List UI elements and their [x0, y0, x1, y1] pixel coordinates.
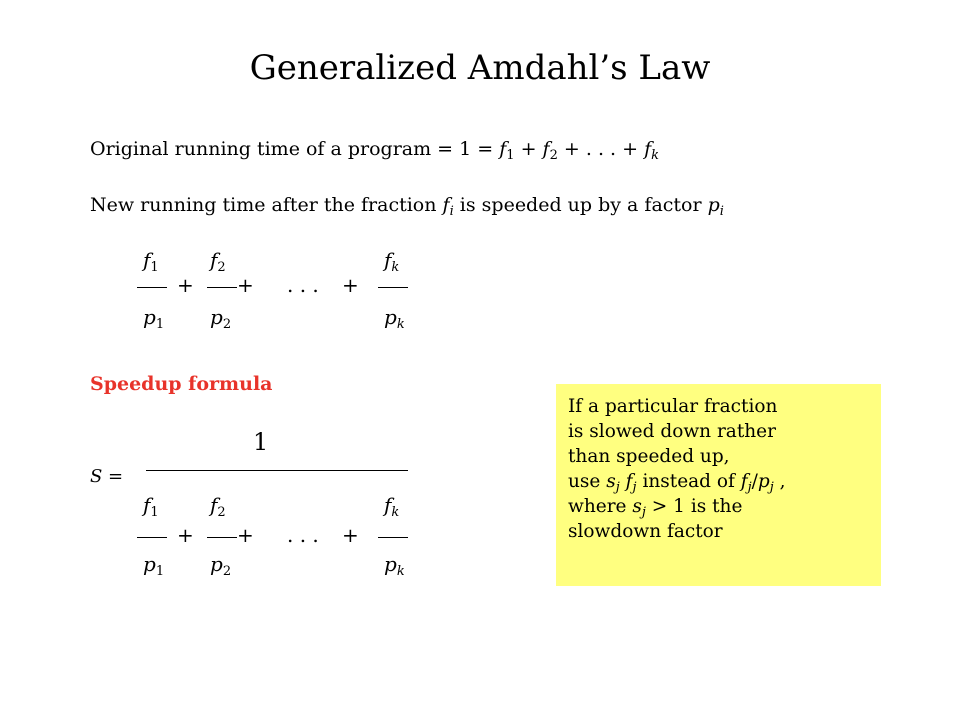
page-title: Generalized Amdahl’s Law — [249, 48, 711, 88]
speedup-lhs: S = — [90, 466, 124, 487]
plus-sign: + — [237, 273, 254, 297]
ellipsis: . . . — [287, 273, 319, 297]
plus-sign: + — [177, 523, 194, 547]
original-running-time: Original running time of a program = $1 = f_1 + f_2$ + . . . + $f_k$ — [90, 138, 660, 163]
fraction-1-numerator: $f_1$ — [143, 248, 159, 275]
speedup-main-bar — [146, 470, 408, 471]
note-line: If a particular fraction — [568, 396, 778, 417]
plus-sign: + — [342, 523, 359, 547]
note-line: use $s_j$ $f_j$ instead of $f_j/p_j$ , — [568, 471, 786, 495]
fraction-2-denominator: $p_2$ — [210, 552, 232, 579]
fraction-2-numerator: $f_2$ — [210, 493, 226, 520]
plus-sign: + — [237, 523, 254, 547]
fraction-2-bar — [207, 287, 237, 288]
note-line: slowdown factor — [568, 521, 723, 542]
fraction-k-bar — [378, 287, 408, 288]
note-line: is slowed down rather — [568, 421, 776, 442]
plus-sign: + — [342, 273, 359, 297]
fraction-2-numerator: $f_2$ — [210, 248, 226, 275]
fraction-1-bar — [137, 287, 167, 288]
speedup-heading: Speedup formula — [90, 373, 273, 395]
fraction-1-denominator: $p_1$ — [143, 305, 165, 332]
fraction-k-denominator: $p_k$ — [384, 552, 405, 579]
slowdown-note — [556, 384, 881, 586]
fraction-1-denominator: $p_1$ — [143, 552, 165, 579]
ellipsis: . . . — [287, 523, 319, 547]
fraction-k-numerator: $f_k$ — [384, 493, 400, 520]
fraction-2-denominator: $p_2$ — [210, 305, 232, 332]
fraction-2-bar — [207, 537, 237, 538]
fraction-1-numerator: $f_1$ — [143, 493, 159, 520]
fraction-k-bar — [378, 537, 408, 538]
fraction-k-denominator: $p_k$ — [384, 305, 405, 332]
fraction-k-numerator: $f_k$ — [384, 248, 400, 275]
plus-sign: + — [177, 273, 194, 297]
fraction-1-bar — [137, 537, 167, 538]
note-line: where $s_j > 1$ is the — [568, 496, 743, 520]
speedup-numerator: 1 — [253, 428, 269, 456]
note-line: than speeded up, — [568, 446, 730, 467]
new-running-time: New running time after the fraction $f_i$ is speeded up by a factor $p_i$ — [90, 194, 724, 219]
